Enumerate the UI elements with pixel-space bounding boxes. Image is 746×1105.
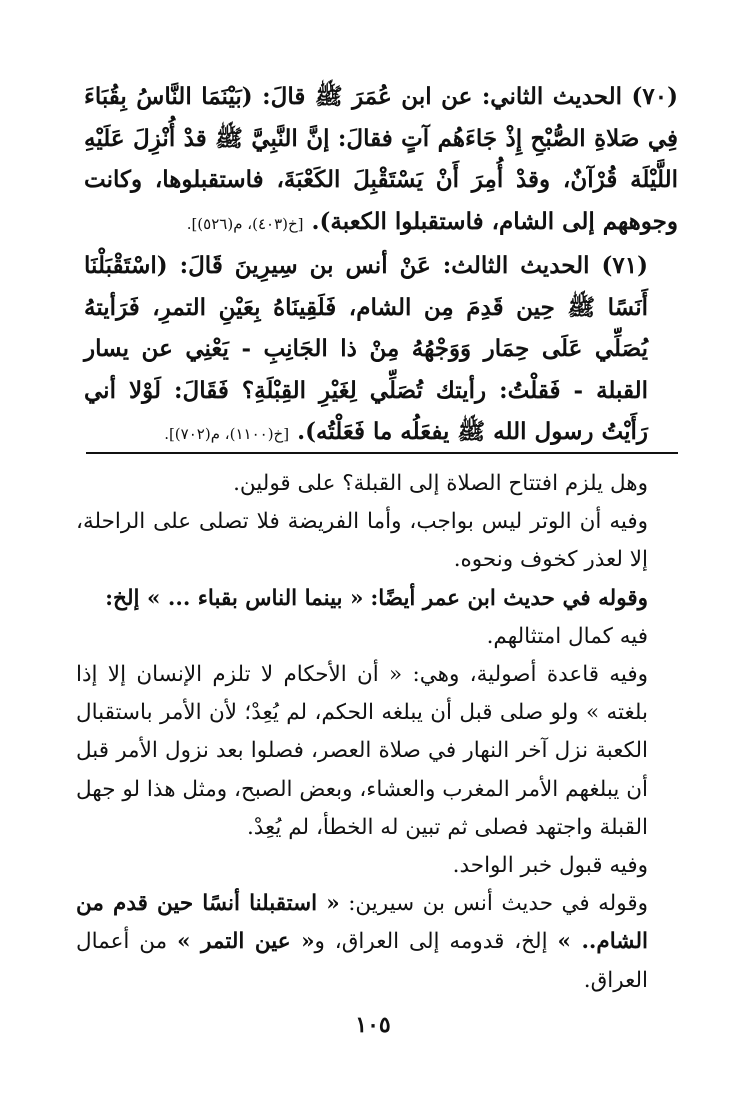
commentary-paragraph-7-lead: وقوله في حديث أنس بن سيرين: [348,891,648,917]
commentary-paragraph-1: وهل يلزم افتتاح الصلاة إلى القبلة؟ على قولين. [233,471,648,496]
commentary-paragraph-3-quote: « بينما الناس بقباء ... » إلخ: [105,585,364,611]
commentary-paragraph-3-lead: وقوله في حديث ابن عمر أيضًا: [370,585,648,611]
hadith-71-text: (٧١) الحديث الثالث: عَنْ أنس بن سِيرِينَ قَالَ: (اسْتَقْبَلْنَا أَنَسًا ﷺ حِين قَدِمَ مِن الشام، فَلَقِينَاهُ بِعَيْنِ التمرِ، فَرَأيتهُ يُصَلِّي عَلَى حِمَار وَوَجْهُهُ مِنْ ذا الجَانِبِ - يَعْنِي عن يسار القبلة - فَقلْتُ: رأيتك تُصَلِّي لِغَيْرِ القِبْلَةِ؟ فَقَالَ: لَوْلا أني رَأَيْتُ رسول الله ﷺ يفعَلُه ما فَعَلْتُه). [84,252,648,445]
commentary-paragraph-5-rest: ولو صلى قبل أن يبلغه الحكم، لم يُعِدْ؛ لأن الأمر باستقبال الكعبة نزل آخر النهار في صلاة العصر، فصلوا بعد نزول الأمر قبل أن يبلغهم الأمر المغرب والعشاء، وبعض الصبح، ومثل هذا لو جهل القبلة واجتهد فصلى ثم تبين له الخطأ، لم يُعِدْ. [76,700,648,840]
hadith-71-reference: [خ(١١٠٠)، م(٧٠٢)]. [164,425,290,443]
commentary-paragraph-7 [76,885,678,1000]
commentary-paragraph-5-lead: وفيه قاعدة أصولية، وهي: [412,662,648,688]
commentary-paragraph-7-quote-2: « عين التمر » [177,929,315,955]
commentary-paragraph-3 [76,580,678,618]
hadith-71 [84,245,678,456]
hadith-70-reference: [خ(٤٠٣)، م(٥٢٦)]. [186,214,304,233]
commentary-paragraph-4: فيه كمال امتثالهم. [486,623,648,649]
commentary-paragraph-2: وفيه أن الوتر ليس بواجب، وأما الفريضة فلا تصلى على الراحلة، إلا لعذر كخوف ونحوه. [76,509,648,573]
page-number: ١٠٥ [355,1012,391,1038]
commentary-paragraph-5-quote: « أن الأحكام لا تلزم الإنسان إلا إذا بلغته » [76,662,648,726]
hadith-70 [84,76,678,245]
commentary-paragraph-7-quote: « استقبلنا أنسًا حين قدم من الشام.. » [76,891,648,955]
commentary-paragraph-5 [76,656,678,847]
commentary-paragraph-7-end: من أعمال العراق. [76,929,648,993]
commentary-paragraph-7-mid: إلخ، قدومه إلى العراق، و [314,929,548,955]
commentary-section [76,465,678,1000]
hadith-section [84,76,678,456]
commentary-paragraph-6: وفيه قبول خبر الواحد. [452,853,648,879]
footnote-divider [86,452,678,454]
hadith-70-text: (٧٠) الحديث الثاني: عن ابن عُمَرَ ﷺ قالَ: (بَيْنَمَا النَّاسُ بِقُبَاءَ فِي صَلاةِ الصُّبْحِ إِذْ جَاءَهُم آتٍ فقالَ: إنَّ النَّبِيَّ ﷺ قدْ أُنْزِلَ عَلَيْهِ اللَّيْلَة قُرْآنٌ، وقدْ أُمِرَ أَنْ يَسْتَقْبِلَ الكَعْبَةَ، فاستقبلوها، وكانت وجوههم إلى الشام، فاستقبلوا الكعبة). [84,83,678,235]
